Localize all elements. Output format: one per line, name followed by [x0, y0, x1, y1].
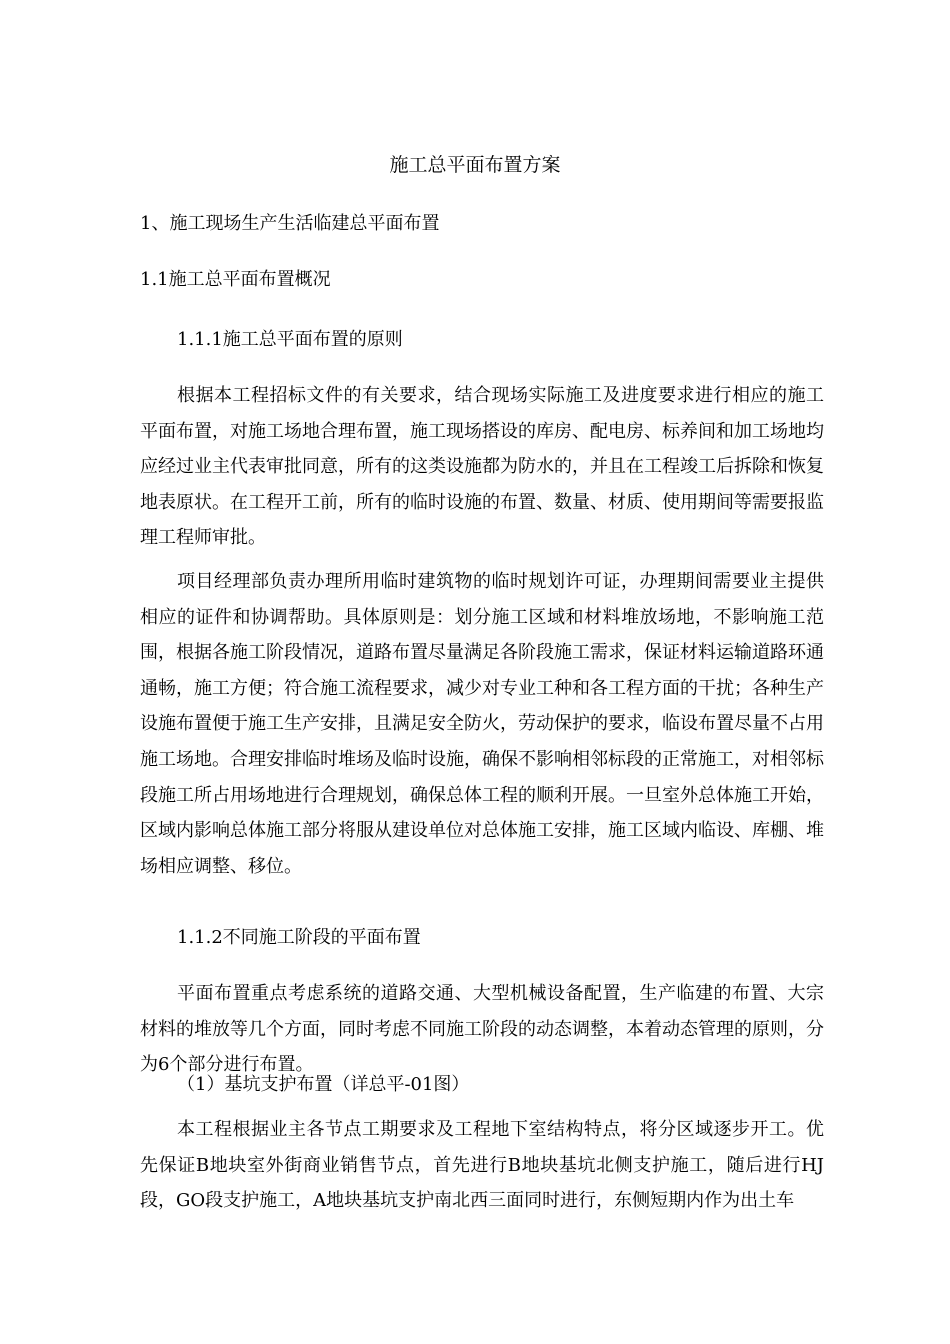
- section-heading-1-1: 1.1施工总平面布置概况: [140, 269, 331, 290]
- subitem-heading-1: （1）基坑支护布置（详总平-01图）: [177, 1074, 470, 1095]
- section-heading-1: 1、施工现场生产生活临建总平面布置: [140, 213, 440, 234]
- paragraph-principles-1: 根据本工程招标文件的有关要求，结合现场实际施工及进度要求进行相应的施工平面布置，对施工场地合理布置，施工现场搭设的库房、配电房、标养间和加工场地均应经过业主代表审批同意，所有的这类设施都为防水的，并且在工程竣工后拆除和恢复地表原状。在工程开工前，所有的临时设施的布置、数量、材质、使用期间等需要报监理工程师审批。: [140, 385, 824, 549]
- document-title: 施工总平面布置方案: [389, 154, 561, 176]
- section-heading-1-1-2: 1.1.2不同施工阶段的平面布置: [177, 927, 421, 948]
- paragraph-principles-2: 项目经理部负责办理所用临时建筑物的临时规划许可证，办理期间需要业主提供相应的证件和协调帮助。具体原则是：划分施工区域和材料堆放场地，不影响施工范围，根据各施工阶段情况，道路布置尽量满足各阶段施工需求，保证材料运输道路环通通畅，施工方便；符合施工流程要求，减少对专业工种和各工程方面的干扰；各种生产设施布置便于施工生产安排，且满足安全防火，劳动保护的要求，临设布置尽量不占用施工场地。合理安排临时堆场及临时设施，确保不影响相邻标段的正常施工，对相邻标段施工所占用场地进行合理规划，确保总体工程的顺利开展。一旦室外总体施工开始，区域内影响总体施工部分将服从建设单位对总体施工安排，施工区域内临设、库棚、堆场相应调整、移位。: [140, 571, 824, 877]
- paragraph-foundation-pit: 本工程根据业主各节点工期要求及工程地下室结构特点，将分区域逐步开工。优先保证B地块室外街商业销售节点，首先进行B地块基坑北侧支护施工，随后进行HJ段，GO段支护施工，A地块基坑支护南北西三面同时进行，东侧短期内作为出土车: [140, 1119, 824, 1212]
- section-heading-1-1-1: 1.1.1施工总平面布置的原则: [177, 329, 403, 350]
- paragraph-layout-stages: 平面布置重点考虑系统的道路交通、大型机械设备配置，生产临建的布置、大宗材料的堆放等几个方面，同时考虑不同施工阶段的动态调整，本着动态管理的原则，分为6个部分进行布置。: [140, 983, 824, 1076]
